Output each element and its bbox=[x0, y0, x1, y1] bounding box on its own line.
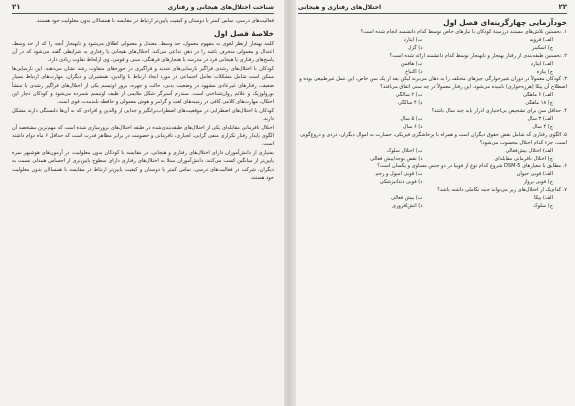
section-title: خودآزمایی چهارگزینه‌ای فصل اول bbox=[443, 18, 567, 27]
question bbox=[298, 76, 567, 108]
option: ب) هافمن bbox=[400, 60, 423, 67]
options bbox=[298, 116, 567, 132]
option: ب) ۲ سالگی bbox=[395, 92, 423, 99]
question bbox=[298, 132, 567, 164]
question-text: ۴. حداقل سن برای تشخیص بی‌اختیاری ادرار باید چند سال باشد؟ bbox=[431, 108, 567, 115]
options bbox=[298, 195, 567, 211]
paragraph: کودکان با اختلال‌های اضطرابی در موقعیت‌های اضطراب‌برانگیز و جدایی از والدین و افرادی که به آن‌ها دلبستگی دارند مشکل دارند. bbox=[12, 107, 274, 122]
page-header bbox=[12, 3, 274, 14]
question-text: ۵. الگوی رفتاری که شامل نقض حقوق دیگران است و همراه با پرخاشگری فیزیکی، خسارت به اموال دیگران، دزدی و دروغ‌گویی است، جزء کدام اختلال محسوب می‌شود؟ bbox=[299, 131, 567, 146]
summary-title: خلاصهٔ فصل اول bbox=[214, 29, 274, 39]
option: ج) ۱۸ ماهگی bbox=[525, 100, 553, 107]
paragraph: اختلال نافرمانی مقابله‌ای یکی از اختلال‌های طبقه‌بندی‌شده در طبقه اختلال‌های بروزسازی شده است که مهم‌ترین مشخصه آن الگوی پایدار رفتار تکراری منفی گرایی، لجبازی، نافرمانی و خصومت در برابر مظاهر قدرت است که حداقل ۶ ماه دوام داشته است. bbox=[12, 125, 274, 148]
option: الف) ایتارد bbox=[530, 60, 553, 67]
option: د) اتش‌افروزی bbox=[392, 202, 423, 209]
options bbox=[298, 61, 567, 77]
option: الف) فوبی حیوان bbox=[516, 171, 553, 178]
options bbox=[298, 171, 567, 187]
question bbox=[298, 53, 567, 77]
option: الف) ۳ سال bbox=[527, 115, 553, 122]
option: د) نقص توجه/بیش فعالی bbox=[370, 155, 423, 162]
option: ج) پیاژه bbox=[536, 68, 553, 75]
option: ج) اسکینر bbox=[531, 44, 553, 51]
question-text: ۱. نخستین تلاش‌های مستند درزمینهٔ کودکان با نیازهای خاص توسط کدام دانشمند انجام شده است؟ bbox=[360, 29, 567, 35]
right-page bbox=[292, 0, 575, 406]
option: ب) ایتارد bbox=[403, 36, 423, 43]
paragraph: کودکان با اختلال‌های رشدی فراگیر نارسایی‌های شدید و فراگیری در حوزه‌های متفاوت رشد نشان می‌دهند. این نارسایی‌ها ممکن است شامل مشکلات تعامل اجتماعی در مورد ایجاد ارتباط با والدین، همشیران و دیگران، مهارت‌های ارتباط بسیار ضعیف، رفتارهای غیرعادی مشهود در وضعیت بدنی، حالت و چهره، بروز اوتیسم یکی از اختلال‌های فراگیر رشدی با منشأ نورولوژیک و علائم روان‌شناختی است. سندرم آسپرگر شکل ملایمی از طیف اوتیسم شمرده می‌شود و کودکان دچار این اختلال، مهارت‌های کلامی کافی در زمینه‌های لغت و گرامر و هوش معمولی و حافظه بلندمدت قوی است. bbox=[12, 66, 274, 105]
question bbox=[298, 187, 567, 211]
option: د) اکنباخ bbox=[405, 68, 423, 75]
option: الف) فروید bbox=[529, 36, 553, 43]
option: د) ۶ سال bbox=[402, 123, 423, 130]
option: ج) سلوک bbox=[533, 202, 553, 209]
book-gutter bbox=[282, 0, 296, 406]
option: ج) ۴ سال bbox=[532, 123, 553, 130]
running-head: اختلال‌های رفتاری و هیجانی bbox=[298, 4, 382, 11]
option: د) ۴ سالگی bbox=[398, 100, 423, 107]
option: د) فوبی دندانپزشکی bbox=[379, 179, 423, 186]
page-header bbox=[298, 3, 567, 14]
option: ج) فوبی پرواز bbox=[523, 179, 553, 186]
question-text: ۳. کودکان معمولاً در دوران شیرخوارگی چیزهای مختلف را به دهان می‌برند لیکن بعد از یک سن خاص، این عمل غیرطبیعی بوده و اصطلاح آن پیکا (هرزه‌خواری) نامیده می‌شود. این رفتار معمولاً در چه سنی اتفاق می‌افتد؟ bbox=[299, 76, 567, 91]
question-list bbox=[298, 29, 567, 211]
question-text: ۲. نخستین طبقه‌بندی از رفتار بهنجار و نابهنجار توسط کدام دانشمند ارائه شده است؟ bbox=[389, 52, 567, 59]
option: الف) پیکا bbox=[534, 195, 553, 202]
option: ب) فوبی آمپول و زخم bbox=[375, 171, 423, 178]
options bbox=[298, 148, 567, 164]
option: ج) اختلال نافرمانی مقابله‌ای bbox=[494, 155, 553, 162]
page-number: ۲۱ bbox=[12, 3, 21, 11]
question bbox=[298, 108, 567, 132]
option: د) گزل bbox=[407, 44, 423, 51]
question-text: ۷. کدام‌یک از اختلال‌های زیر می‌تواند جنبه تکاملی داشته باشد؟ bbox=[437, 187, 567, 194]
left-page bbox=[0, 0, 284, 406]
question-text: ۶. مطابق با معیارهای DSM-5 شروع کدام نوع از فوبیا در دو جنس مساوی و یکسان است؟ bbox=[377, 163, 567, 170]
intro-text: فعالیت‌های درسی، تماس کمتر با دوستان و کیفیت پایین‌تر ارتباط در مقایسه با همسالان بدون معلولیت خود هستند. bbox=[35, 18, 274, 24]
options bbox=[298, 37, 567, 53]
running-head: شناخت اختلال‌های هیجانی و رفتاری bbox=[167, 4, 274, 11]
option: ب) بیش فعالی bbox=[391, 195, 423, 202]
question bbox=[298, 163, 567, 187]
option: ب) اختلال سلوک bbox=[386, 147, 423, 154]
paragraph: کلمه بهنجار ازنظر لغوی به مفهوم معمول، حد وسط، معتدل و معمولی اطلاق می‌شود و نابهنجار آنچه را که از حد وسط، اعتدال و معمولی منحرف باشد را در ذهن تداعی می‌کند. اختلال‌های هیجانی یا رفتاری به شرایطی گفته می‌شود که در آن پاسخ‌های رفتاری یا هیجانی فرد در مدرسه با هنجارهای فرهنگی، سنی و قومی، وی ازلحاظ تفاوت زیادی دارد. bbox=[12, 41, 274, 64]
option: الف) اختلال بیش‌فعالی bbox=[505, 147, 553, 154]
option: ب) ۵ سال bbox=[400, 115, 423, 122]
page-number: ۲۲ bbox=[558, 3, 567, 11]
options bbox=[298, 92, 567, 108]
paragraph: بسیاری از دانش‌آموزان دارای اختلال‌های رفتاری و هیجانی، در مقایسه با کودکان بدون معلولیت، در آزمون‌های هوشبهر نمره پایین‌تر از میانگین کسب می‌کنند. دانش‌آموزان مبتلا به اختلال‌های رفتاری دارای سطوح پایین‌تری از احساس همدلی نسبت به دیگران، شرکت در فعالیت‌های درسی، تماس کمتر با دوستان و کیفیت پایین‌تر ارتباط در مقایسه با همسالان بدون معلولیت خود هستند. bbox=[12, 150, 274, 181]
question bbox=[298, 29, 567, 53]
option: الف) ۶ ماهگی bbox=[523, 92, 553, 99]
